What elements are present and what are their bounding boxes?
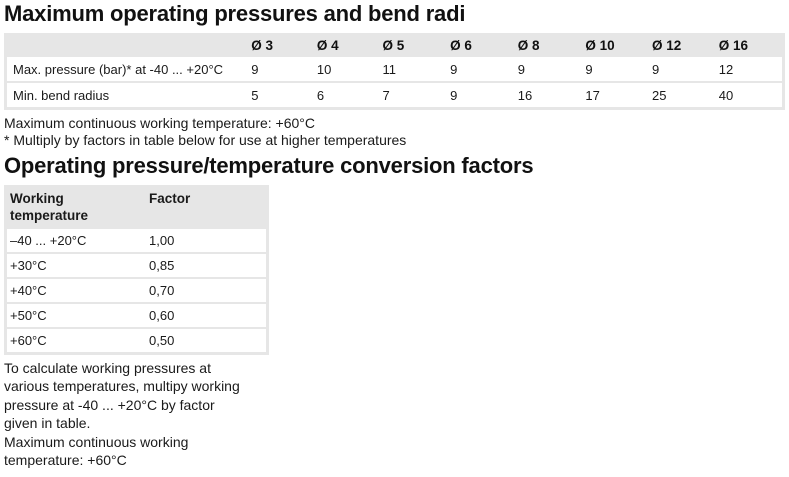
column-header: Ø 12 [652,37,682,53]
table-cell: 25 [652,82,719,109]
table-row-bend-radius [6,82,784,109]
table-cell: 9 [251,57,317,82]
row-label: Min. bend radius [6,82,252,109]
table-row [7,279,266,302]
section-title-conversion-factors: Operating pressure/temperature conversion factors [4,153,534,178]
table-cell: 17 [585,82,652,109]
row-label: Max. pressure (bar)* at -40 ... +20°C [6,57,252,82]
column-header: Ø 5 [382,37,405,53]
paragraph-line: To calculate working pressures at [4,360,211,376]
table-cell: 40 [719,82,784,109]
table-cell: 5 [251,82,317,109]
factor-cell: 0,85 [149,258,175,273]
table-cell: 9 [518,57,586,82]
temperature-cell: +50°C [10,308,47,323]
header-empty-cell [6,33,252,57]
paragraph-line: temperature: +60°C [4,452,127,469]
temperature-cell: +60°C [10,333,47,348]
paragraph-line: Maximum continuous working [4,433,189,450]
table-cell: 10 [317,57,383,82]
column-header: Ø 6 [450,37,472,53]
calculation-instructions [4,359,264,469]
pressure-table-header [6,33,784,57]
column-header: Ø 4 [316,37,339,53]
table-row [7,304,266,327]
paragraph-line: various temperatures, multipy working [4,378,240,395]
temperature-cell: +30°C [10,258,47,273]
factor-cell: 0,60 [149,308,175,323]
section-title-pressures: Maximum operating pressures and bend radi [4,1,466,26]
temperature-cell: +40°C [10,283,47,298]
max-temperature-note: Maximum continuous working temperature: +60°C [4,115,316,131]
table-cell: 9 [450,57,518,82]
table-cell: 9 [450,82,518,109]
column-header: Ø 10 [585,37,615,53]
conversion-table-body [4,229,269,355]
column-header: Ø 3 [251,37,274,53]
table-row-max-pressure [6,57,784,82]
factor-cell: 0,50 [149,333,175,348]
header-line: Working [10,191,64,206]
pressure-table [4,33,785,110]
table-row [7,329,266,352]
table-cell: 7 [383,82,451,109]
table-cell: 12 [719,57,784,82]
table-row [7,254,266,277]
header-working-temperature [10,190,130,224]
header-factor: Factor [149,191,191,206]
header-line: temperature [10,208,89,223]
column-header: Ø 16 [718,37,748,53]
paragraph-line: given in table. [4,415,91,432]
table-cell: 11 [383,57,451,82]
table-cell: 16 [518,82,586,109]
conversion-factor-table [4,185,269,355]
temperature-cell: –40 ... +20°C [10,233,87,248]
table-cell: 9 [652,57,719,82]
conversion-table-header [4,185,269,229]
factor-cell: 0,70 [149,283,175,298]
table-cell: 9 [585,57,652,82]
table-row [7,229,266,252]
factor-cell: 1,00 [149,233,175,248]
multiply-factor-note: * Multiply by factors in table below for use at higher temperatures [4,132,407,148]
table-cell: 6 [317,82,383,109]
column-header: Ø 8 [517,37,540,53]
paragraph-line: pressure at -40 ... +20°C by factor [4,396,215,413]
